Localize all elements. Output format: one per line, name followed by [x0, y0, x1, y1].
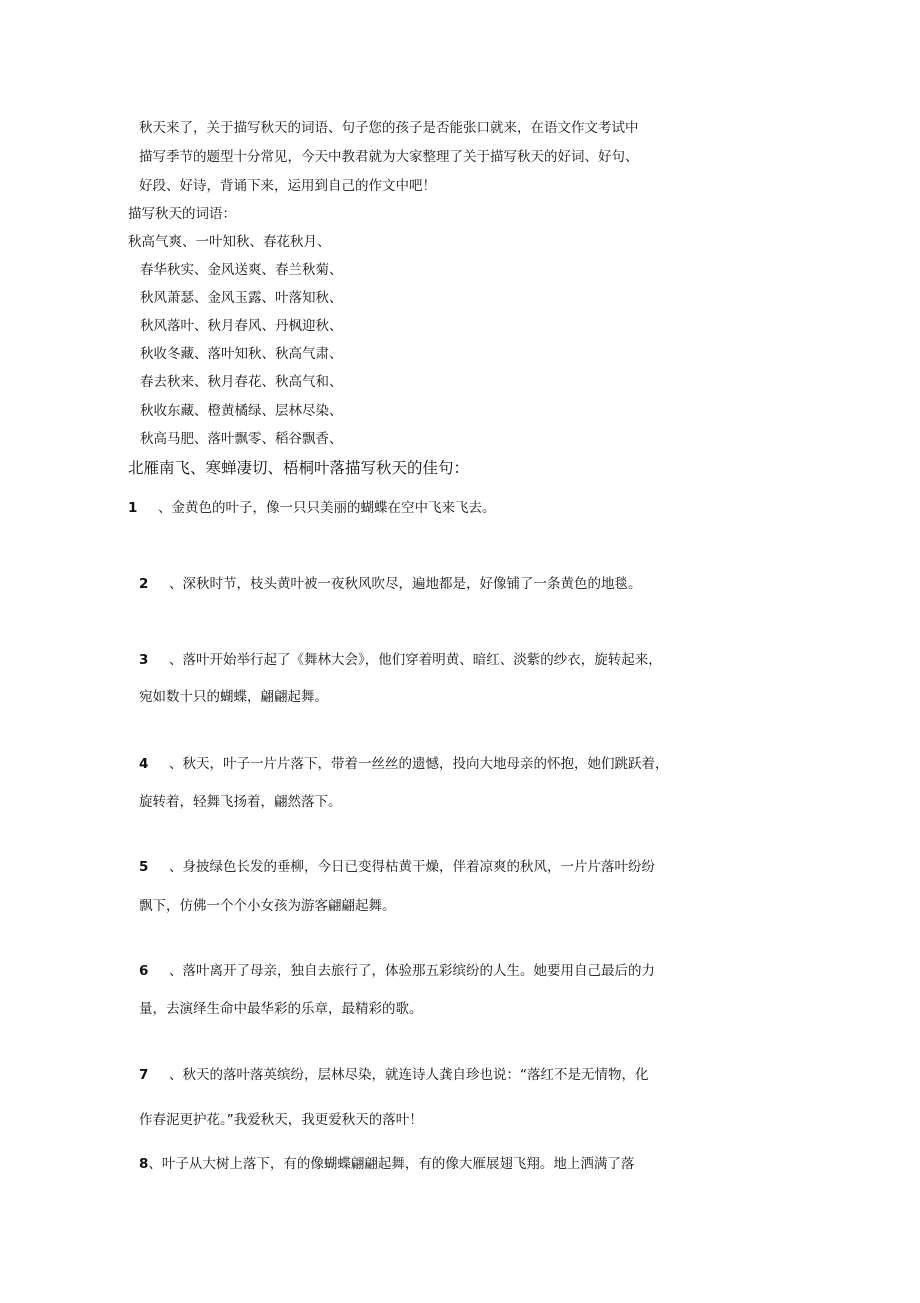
sentence-text: 、金黄色的叶子，像一只只美丽的蝴蝶在空中飞来飞去。 — [158, 500, 496, 516]
sentence-number: 2 — [139, 576, 149, 592]
sentence-text: 、落叶离开了母亲，独自去旅行了，体验那五彩缤纷的人生。她要用自己最后的力 — [169, 963, 655, 979]
sentence-text: 、身披绿色长发的垂柳，今日已变得枯黄干燥，伴着凉爽的秋风，一片片落叶纷纷 — [169, 859, 655, 875]
sentence-item — [139, 651, 662, 669]
sentence-number: 6 — [139, 963, 149, 979]
word-line: 春去秋来、秋月春花、秋高气和、 — [140, 374, 343, 390]
sentence-item — [139, 858, 655, 876]
word-line: 秋高马肥、落叶飘零、稻谷飘香、 — [140, 431, 343, 447]
sentence-continuation: 飘下，仿佛一个个小女孩为游客翩翩起舞。 — [139, 898, 396, 914]
sentences-heading: 北雁南飞、寒蝉凄切、梧桐叶落描写秋天的佳句： — [128, 459, 470, 477]
sentence-continuation: 作春泥更护花。”我爱秋天，我更爱秋天的落叶！ — [139, 1112, 423, 1128]
sentence-number: 8 — [139, 1156, 149, 1172]
word-line: 秋风萧瑟、金风玉露、叶落知秋、 — [140, 290, 343, 306]
sentence-continuation: 旋转着，轻舞飞扬着，翩然落下。 — [139, 794, 342, 810]
intro-line: 描写季节的题型十分常见，今天中教君就为大家整理了关于描写秋天的好词、好句、 — [139, 149, 639, 165]
sentence-item — [139, 755, 669, 773]
sentence-number: 7 — [139, 1067, 149, 1083]
word-line: 秋收东藏、橙黄橘绿、层林尽染、 — [140, 403, 343, 419]
sentence-number: 5 — [139, 859, 149, 875]
intro-line: 好段、好诗，背诵下来，运用到自己的作文中吧！ — [139, 178, 436, 194]
sentence-item — [128, 499, 496, 517]
sentence-continuation: 宛如数十只的蝴蝶，翩翩起舞。 — [139, 689, 328, 705]
sentence-text: 、秋天，叶子一片片落下，带着一丝丝的遗憾，投向大地母亲的怀抱，她们跳跃着， — [169, 756, 669, 772]
word-line: 秋高气爽、一叶知秋、春花秋月、 — [128, 234, 331, 250]
sentence-continuation: 量，去演绎生命中最华彩的乐章，最精彩的歌。 — [139, 1001, 423, 1017]
sentence-item — [139, 1155, 634, 1173]
sentence-number: 3 — [139, 652, 149, 668]
sentence-item — [139, 575, 642, 593]
sentence-text: 、秋天的落叶落英缤纷，层林尽染，就连诗人龚自珍也说：“落红不是无情物，化 — [169, 1067, 649, 1083]
sentence-text: 、叶子从大树上落下，有的像蝴蝶翩翩起舞，有的像大雁展翅飞翔。地上洒满了落 — [148, 1156, 635, 1172]
sentence-text: 、落叶开始举行起了《舞林大会》，他们穿着明黄、暗红、淡紫的纱衣，旋转起来， — [169, 652, 662, 668]
sentence-item — [139, 1066, 649, 1084]
sentence-item — [139, 962, 655, 980]
intro-line: 秋天来了，关于描写秋天的词语、句子您的孩子是否能张口就来，在语文作文考试中 — [139, 120, 639, 136]
sentence-number: 1 — [128, 500, 138, 516]
sentence-number: 4 — [139, 756, 149, 772]
words-heading: 描写秋天的词语： — [128, 206, 236, 222]
word-line: 秋风落叶、秋月春风、丹枫迎秋、 — [140, 318, 343, 334]
sentence-text: 、深秋时节，枝头黄叶被一夜秋风吹尽，遍地都是，好像铺了一条黄色的地毯。 — [169, 576, 642, 592]
word-line: 春华秋实、金风送爽、春兰秋菊、 — [140, 262, 343, 278]
word-line: 秋收冬藏、落叶知秋、秋高气肃、 — [140, 346, 343, 362]
